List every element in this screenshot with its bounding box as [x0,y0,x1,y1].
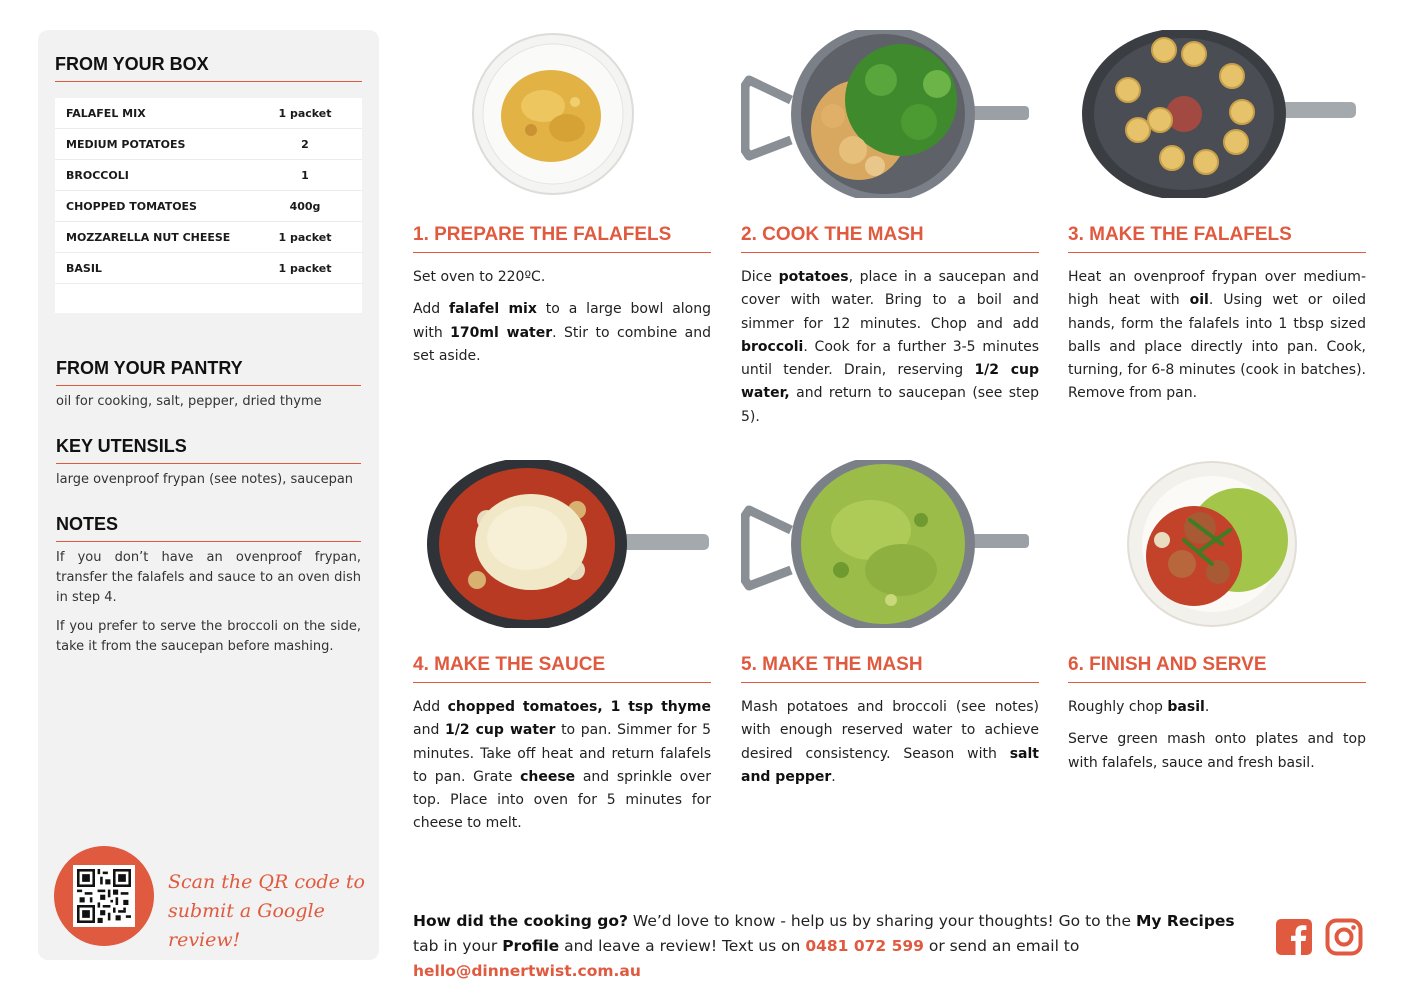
step-title: 5. MAKE THE MASH [741,654,1039,683]
ingredient-qty: 1 packet [278,230,332,244]
step-paragraph [1068,696,1366,719]
frypan-sauce-cheese-image [427,460,715,628]
table-row [55,253,362,284]
qr-code[interactable] [73,865,135,927]
bold-ingredient: oil [1189,292,1209,309]
step-body [1068,266,1366,415]
footer-text: or send an email to [923,937,1080,955]
step-paragraph [1068,266,1366,406]
step-text: and sprinkle over top. Place into oven for 5 minutes for cheese to melt. [413,768,712,832]
step-text: . [1204,699,1210,715]
step-text: Set oven to 220ºC. [413,269,546,285]
step-paragraph [741,696,1039,789]
ingredient-name: BROCCOLI [66,168,129,182]
bold-ingredient: broccoli [741,338,804,355]
pantry-text: oil for cooking, salt, pepper, dried thyme [56,394,322,409]
footer-text: tab in your [413,937,503,955]
step-text: and [413,722,445,739]
utensils-heading: KEY UTENSILS [56,436,361,464]
saucepan-potatoes-broccoli-image [741,30,1039,198]
notes-heading: NOTES [56,514,361,542]
step-text: to pan. Simmer for 5 minutes. Take off heat and return falafels to pan. Grate [413,722,711,785]
step-body [413,696,711,845]
step-title: 3. MAKE THE FALAFELS [1068,224,1366,253]
qr-code-icon [77,869,131,923]
box-heading: FROM YOUR BOX [55,54,362,82]
qr-caption [168,868,368,955]
ingredient-qty: 400g [289,199,321,213]
email-link[interactable]: hello@dinnertwist.com.au [413,962,641,980]
feedback-footer [413,909,1263,984]
footer-text: We’d love to know - help us by sharing your thoughts! Go to the [627,912,1136,930]
bold-ingredient: basil [1167,699,1205,715]
table-row [55,191,362,222]
step-text: to a large bowl along with [413,301,712,341]
qr-caption-line: submit a Google review! [168,900,325,951]
step-body [413,266,711,377]
step-text: Serve green mash onto plates and top with falafels, sauce and fresh basil. [1068,731,1366,771]
ingredient-name: BASIL [66,261,102,275]
step-title: 1. PREPARE THE FALAFELS [413,224,711,253]
step-text: Add [413,301,449,318]
step-text: Roughly chop [1068,699,1168,715]
step-paragraph [413,298,711,368]
frypan-falafels-image [1068,30,1366,198]
bold-ingredient: 1/2 cup water, [741,362,1040,402]
step-text: , place in a saucepan and cover with water. Bring to a boil and simmer for 12 minutes. Chop and add [741,269,1039,332]
table-row [55,98,362,129]
ingredient-name: CHOPPED TOMATOES [66,199,197,213]
step-text: and return to saucepan (see step 5). [741,385,1039,425]
step-text: . Cook for a further 3-5 minutes until tender. Drain, reserving [741,338,1039,379]
step-text: . [831,768,836,785]
step-paragraph [1068,728,1366,775]
step-text: Add [413,699,448,715]
qr-caption-line: Scan the QR code to [168,871,365,893]
step-title: 6. FINISH AND SERVE [1068,654,1366,683]
saucepan-green-mash-image [741,460,1039,628]
bold-ingredient: potatoes [778,269,849,285]
step-paragraph [413,696,711,836]
my-recipes-label: My Recipes [1135,912,1235,930]
box-ingredients-table [55,98,362,313]
phone-link[interactable]: 0481 072 599 [805,937,924,955]
step-text: . Stir to combine and set aside. [413,324,711,364]
facebook-icon[interactable] [1275,918,1313,956]
notes-text [56,548,361,666]
instagram-icon[interactable] [1325,918,1363,956]
falafel-mix-bowl-image [471,32,635,196]
step-body [1068,696,1366,784]
step-body [741,696,1039,798]
step-text: Mash potatoes and broccoli (see notes) with enough reserved water to achieve desired consistency. Season with [741,699,1039,762]
ingredient-name: MOZZARELLA NUT CHEESE [66,230,231,244]
ingredient-name: MEDIUM POTATOES [66,137,186,151]
step-title: 2. COOK THE MASH [741,224,1039,253]
bold-ingredient: 170ml water [450,324,553,341]
step-title: 4. MAKE THE SAUCE [413,654,711,683]
profile-label: Profile [502,937,560,955]
utensils-text: large ovenproof frypan (see notes), saucepan [56,472,354,487]
ingredient-name: FALAFEL MIX [66,106,146,120]
sidebar [38,30,379,960]
ingredient-qty: 2 [301,137,309,151]
bold-ingredient: chopped tomatoes, 1 tsp thyme [447,699,711,715]
table-row [55,160,362,191]
step-body [741,266,1039,438]
ingredient-qty: 1 packet [278,261,332,275]
ingredient-qty: 1 [301,168,309,182]
pantry-heading: FROM YOUR PANTRY [56,358,361,386]
footer-text: and leave a review! Text us on [559,937,806,955]
bold-ingredient: cheese [520,768,576,785]
step-paragraph [413,266,711,289]
table-row [55,129,362,160]
plated-dish-image [1126,460,1298,628]
note-paragraph: If you prefer to serve the broccoli on the side, take it from the saucepan before mashing. [56,619,361,654]
bold-ingredient: 1/2 cup water [444,722,556,739]
bold-ingredient: falafel mix [449,301,537,318]
step-text: Dice [741,269,779,285]
ingredient-qty: 1 packet [278,106,332,120]
bold-ingredient: salt and pepper [741,745,1039,785]
table-row [55,222,362,253]
qr-code-badge[interactable] [54,846,154,946]
step-text: Heat an ovenproof frypan over medium-high heat with [1068,269,1366,309]
note-paragraph: If you don’t have an ovenproof frypan, transfer the falafels and sauce to an oven dish in step 4. [56,550,361,605]
footer-question: How did the cooking go? [413,912,628,930]
step-text: . Using wet or oiled hands, form the falafels into 1 tbsp sized balls and place directly into pan. Cook, turning, for 6-8 minutes (cook in batches). Remove from pan. [1068,292,1366,402]
step-paragraph [741,266,1039,429]
